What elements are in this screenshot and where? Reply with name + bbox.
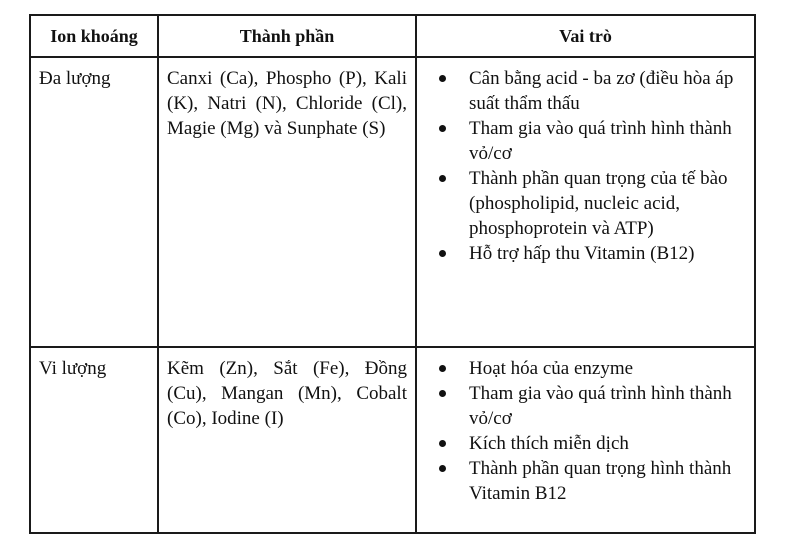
table-row-trace [30,347,755,533]
components-cell: Kẽm (Zn), Sắt (Fe), Đồng (Cu), Mangan (Mn), Cobalt (Co), Iodine (I) [158,347,416,533]
role-text: Cân bằng acid - ba zơ (điều hòa áp suất thẩm thấu [469,68,734,114]
role-item [427,166,740,241]
bullet-icon [439,440,446,447]
role-text: Kích thích miễn dịch [469,433,629,454]
header-row [30,15,755,57]
role-text: Tham gia vào quá trình hình thành vỏ/cơ [469,118,732,164]
bullet-icon [439,250,446,257]
role-cell [416,347,755,533]
role-item [427,356,740,381]
bullet-icon [439,465,446,472]
role-item [427,116,740,166]
role-item [427,241,740,266]
role-item [427,66,740,116]
role-text: Hỗ trợ hấp thu Vitamin (B12) [469,243,695,264]
bullet-icon [439,390,446,397]
ion-type-cell: Vi lượng [30,347,158,533]
bullet-icon [439,175,446,182]
role-item [427,431,740,456]
bullet-icon [439,75,446,82]
role-text: Thành phần quan trọng của tế bào (phospholipid, nucleic acid, phosphoprotein và ATP) [469,168,728,239]
role-item [427,381,740,431]
role-text: Tham gia vào quá trình hình thành vỏ/cơ [469,383,732,429]
ion-type-cell: Đa lượng [30,57,158,347]
role-item [427,456,740,506]
role-cell [416,57,755,347]
role-text: Hoạt hóa của enzyme [469,358,634,379]
bullet-icon [439,125,446,132]
bullet-icon [439,365,446,372]
table-row-macro [30,57,755,347]
header-ion: Ion khoáng [30,15,158,57]
mineral-ion-table [29,14,756,534]
role-list [427,66,740,266]
role-text: Thành phần quan trọng hình thành Vitamin B12 [469,458,732,504]
header-components: Thành phần [158,15,416,57]
role-list [427,356,740,506]
components-cell: Canxi (Ca), Phospho (P), Kali (K), Natri (N), Chloride (Cl), Magie (Mg) và Sunphate (S) [158,57,416,347]
header-role: Vai trò [416,15,755,57]
